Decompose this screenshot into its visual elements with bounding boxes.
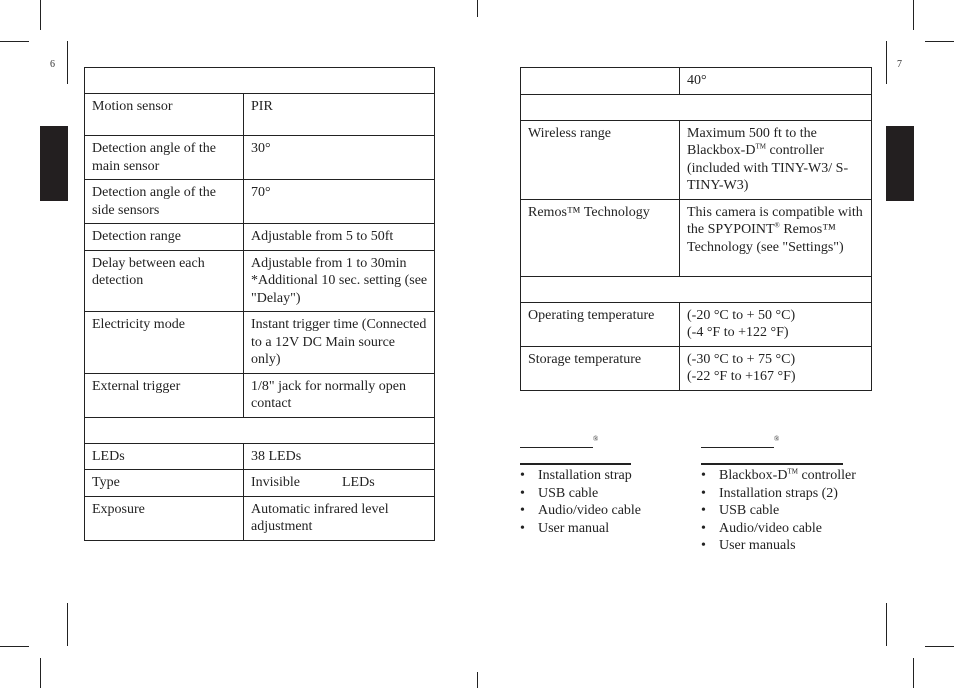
spec-value: 1/8" jack for normally open contact — [244, 373, 435, 417]
spec-label: Type — [85, 470, 244, 497]
list-item: • Audio/video cable — [520, 502, 641, 520]
spec-value: Invisible — [251, 475, 300, 490]
spec-label: Detection range — [85, 224, 244, 251]
crop-mark — [67, 603, 68, 646]
registered-mark: ® — [593, 435, 599, 443]
table-row — [85, 180, 435, 224]
spec-value-cell — [244, 470, 435, 497]
spec-value: 38 LEDs — [244, 443, 435, 470]
spec-value-b: LEDs — [342, 475, 375, 490]
section-header-row — [521, 94, 872, 120]
spec-label: Motion sensor — [85, 94, 244, 136]
table-row — [521, 120, 872, 199]
spec-table-right — [520, 67, 872, 391]
spec-value-cell — [244, 250, 435, 312]
spec-label: LEDs — [85, 443, 244, 470]
crop-mark — [925, 41, 954, 42]
spec-label: Electricity mode — [85, 312, 244, 374]
table-row — [85, 312, 435, 374]
spec-label: Exposure — [85, 496, 244, 540]
item-text-rest: controller — [797, 468, 856, 483]
crop-mark — [477, 672, 478, 688]
accessory-heading-underline — [701, 463, 843, 465]
accessory-heading-underline — [520, 463, 631, 465]
section-header-row — [85, 68, 435, 94]
spec-value: Adjustable from 1 to 30min — [251, 255, 407, 271]
spec-note: *Additional 10 sec. setting (see "Delay") — [251, 273, 428, 306]
list-item: • Installation straps (2) — [701, 485, 856, 503]
list-item: • User manuals — [701, 537, 856, 555]
table-row — [85, 470, 435, 497]
crop-mark — [40, 0, 41, 30]
spec-label: Detection angle of the main sensor — [85, 136, 244, 180]
crop-mark — [0, 646, 29, 647]
spec-label — [521, 68, 680, 95]
crop-mark — [40, 658, 41, 688]
spec-label: Delay between each detection — [85, 250, 244, 312]
spec-value-cell — [680, 199, 872, 276]
spec-value: 30° — [244, 136, 435, 180]
crop-mark — [0, 41, 29, 42]
table-row — [85, 224, 435, 251]
crop-mark — [67, 41, 68, 84]
spec-label: Operating temperature — [521, 302, 680, 346]
crop-mark — [886, 603, 887, 646]
page-number-left: 6 — [50, 59, 55, 70]
spec-value-cell — [680, 346, 872, 390]
spec-value: Adjustable from 5 to 50ft — [244, 224, 435, 251]
crop-mark — [913, 658, 914, 688]
spec-value-2: (-4 °F to +122 °F) — [687, 325, 789, 340]
registered-mark: ® — [774, 435, 780, 443]
spec-table-left — [84, 67, 435, 541]
thumb-tab-left — [40, 126, 68, 201]
registered-mark: ® — [774, 221, 780, 230]
accessory-heading-rule — [701, 447, 774, 448]
spec-value-cell — [680, 302, 872, 346]
table-row — [85, 496, 435, 540]
spec-value: 70° — [244, 180, 435, 224]
spec-label: External trigger — [85, 373, 244, 417]
spec-value-rest: Remos™ Technology (see "Settings") — [687, 222, 844, 255]
spec-value: 40° — [680, 68, 872, 95]
accessory-list-left — [520, 467, 641, 537]
accessory-heading-rule — [520, 447, 593, 448]
thumb-tab-right — [886, 126, 914, 201]
item-text: Blackbox-D — [719, 468, 788, 483]
spec-label: Remos™ Technology — [521, 199, 680, 276]
list-item: • USB cable — [701, 502, 856, 520]
list-item: • User manual — [520, 520, 641, 538]
table-row — [521, 302, 872, 346]
table-row — [521, 346, 872, 390]
table-row — [85, 373, 435, 417]
list-item: • Installation strap — [520, 467, 641, 485]
accessory-list-right — [701, 467, 856, 555]
trademark-mark: TM — [787, 467, 798, 476]
spec-value-cell — [680, 120, 872, 199]
spec-label: Storage temperature — [521, 346, 680, 390]
crop-mark — [477, 0, 478, 17]
spec-value: (-30 °C to + 75 °C) — [687, 351, 796, 367]
crop-mark — [925, 646, 954, 647]
spec-value: This camera is compatible with the SPYPOINT — [687, 204, 863, 237]
section-header-row — [85, 417, 435, 443]
spec-value-rest: controller (included with TINY-W3/ S-TINY-W3) — [687, 143, 849, 193]
spec-value: (-20 °C to + 50 °C) — [687, 307, 796, 323]
spec-value-2: (-22 °F to +167 °F) — [687, 369, 796, 384]
section-header-row — [521, 276, 872, 302]
spec-value: PIR — [244, 94, 435, 136]
table-row — [85, 136, 435, 180]
crop-mark — [913, 0, 914, 30]
list-item — [701, 467, 856, 485]
list-item: • Audio/video cable — [701, 520, 856, 538]
spec-label: Wireless range — [521, 120, 680, 199]
spec-value: Maximum 500 ft to the Blackbox-D — [687, 125, 817, 158]
table-row — [85, 94, 435, 136]
trademark-mark: TM — [755, 142, 766, 151]
crop-mark — [886, 41, 887, 84]
list-item: • USB cable — [520, 485, 641, 503]
table-row — [521, 199, 872, 276]
spec-value: Instant trigger time (Connected to a 12V DC Main source only) — [244, 312, 435, 374]
spec-value: Automatic infrared level adjustment — [244, 496, 435, 540]
page-number-right: 7 — [897, 59, 902, 70]
table-row — [521, 68, 872, 95]
table-row — [85, 443, 435, 470]
spec-label: Detection angle of the side sensors — [85, 180, 244, 224]
table-row — [85, 250, 435, 312]
